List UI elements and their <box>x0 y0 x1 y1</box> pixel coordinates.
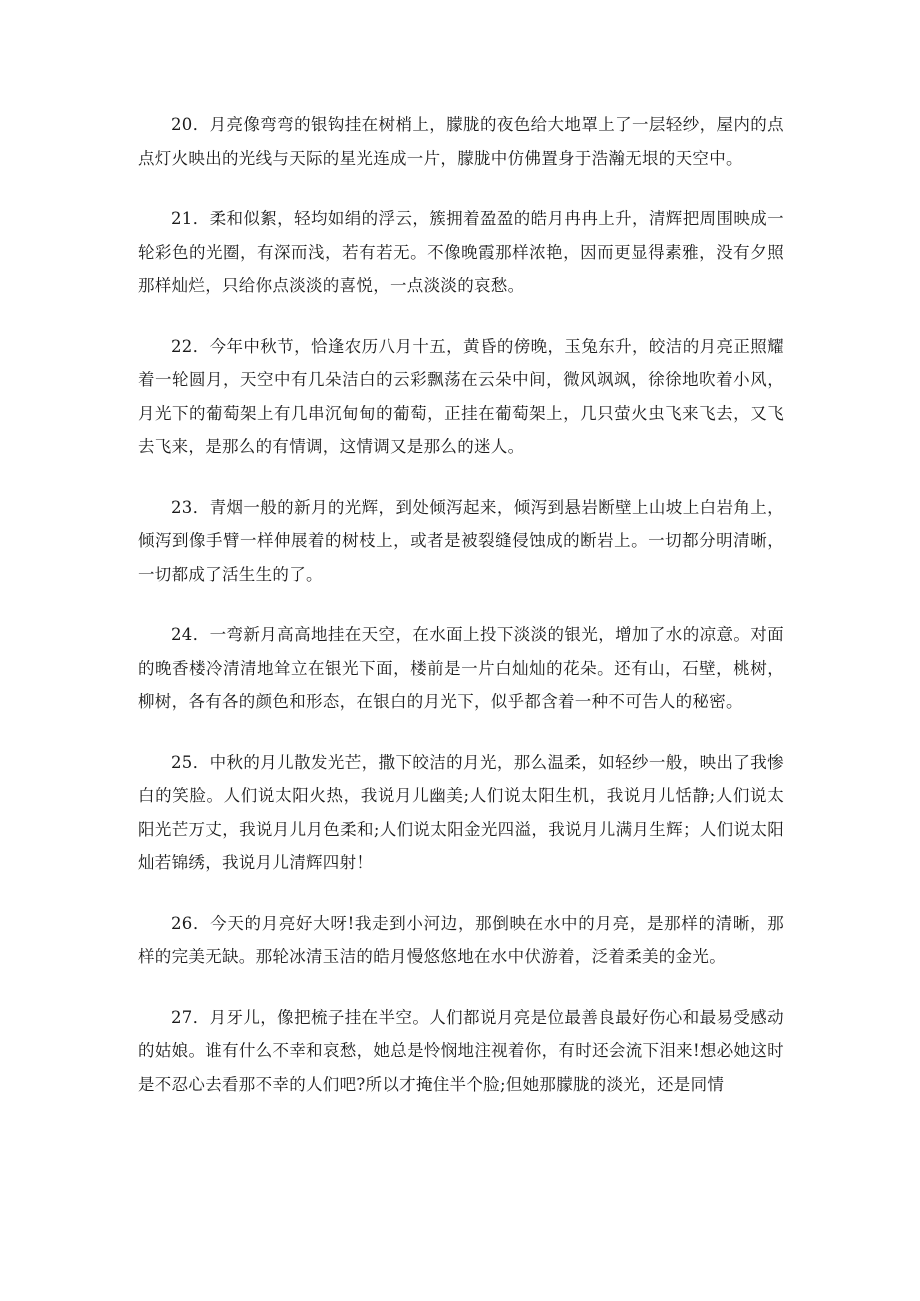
document-body <box>138 108 784 1128</box>
paragraph-27: 27．月牙儿，像把梳子挂在半空。人们都说月亮是位最善良最好伤心和最易受感动的姑娘。谁有什么不幸和哀愁，她总是怜悯地注视着你，有时还会流下泪来!想必她这时是不忍心去看那不幸的人们吧?所以才掩住半个脸;但她那朦胧的淡光，还是同情 <box>138 1007 784 1094</box>
paragraph-22: 22．今年中秋节，恰逢农历八月十五，黄昏的傍晚，玉兔东升，皎洁的月亮正照耀着一轮圆月，天空中有几朵洁白的云彩飘荡在云朵中间，微风飒飒，徐徐地吹着小风，月光下的葡萄架上有几串沉甸甸的葡萄，正挂在葡萄架上，几只萤火虫飞来飞去，又飞去飞来，是那么的有情调，这情调又是那么的迷人。 <box>138 336 784 456</box>
paragraph-20: 20．月亮像弯弯的银钩挂在树梢上，朦胧的夜色给大地罩上了一层轻纱，屋内的点点灯火映出的光线与天际的星光连成一片，朦胧中仿佛置身于浩瀚无垠的天空中。 <box>138 115 784 168</box>
paragraph-23: 23．青烟一般的新月的光辉，到处倾泻起来，倾泻到悬岩断壁上山坡上白岩角上，倾泻到像手臂一样伸展着的树枝上，或者是被裂缝侵蚀成的断岩上。一切都分明清晰，一切都成了活生生的了。 <box>138 497 784 584</box>
paragraph-25: 25．中秋的月儿散发光芒，撒下皎洁的月光，那么温柔，如轻纱一般，映出了我惨白的笑脸。人们说太阳火热，我说月儿幽美;人们说太阳生机，我说月儿恬静;人们说太阳光芒万丈，我说月儿月色柔和;人们说太阳金光四溢，我说月儿满月生辉；人们说太阳灿若锦绣，我说月儿清辉四射！ <box>138 752 784 872</box>
paragraph-24: 24．一弯新月高高地挂在天空，在水面上投下淡淡的银光，增加了水的凉意。对面的晚香楼冷清清地耸立在银光下面，楼前是一片白灿灿的花朵。还有山，石壁，桃树，柳树，各有各的颜色和形态，在银白的月光下，似乎都含着一种不可告人的秘密。 <box>138 625 784 711</box>
paragraph-21: 21．柔和似絮，轻均如绢的浮云，簇拥着盈盈的皓月冉冉上升，清辉把周围映成一轮彩色的光圈，有深而浅，若有若无。不像晚霞那样浓艳，因而更显得素雅，没有夕照那样灿烂，只给你点淡淡的喜悦，一点淡淡的哀愁。 <box>138 209 784 295</box>
paragraph-26: 26．今天的月亮好大呀!我走到小河边，那倒映在水中的月亮，是那样的清晰，那样的完美无缺。那轮冰清玉洁的皓月慢悠悠地在水中伏游着，泛着柔美的金光。 <box>138 913 784 966</box>
